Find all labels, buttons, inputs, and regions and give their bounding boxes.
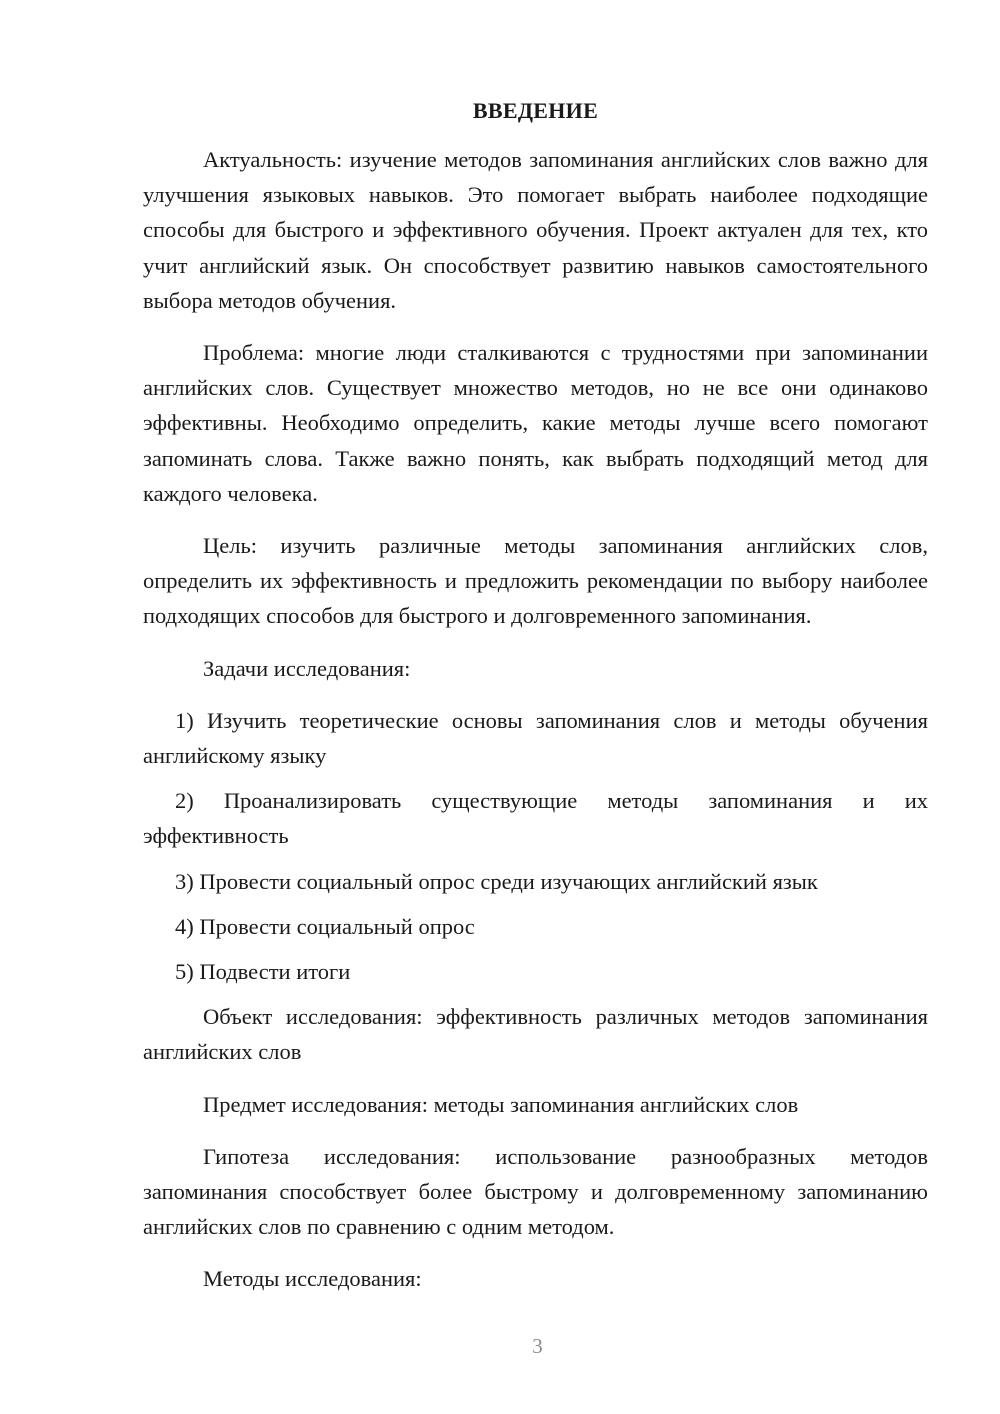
document-page <box>143 96 928 1314</box>
goal-paragraph: Цель: изучить различные методы запоминания английских слов, определить их эффективность и предложить рекомендации по выбору наиболее подходящих способов для быстрого и долговременного запоминания. <box>143 533 928 629</box>
methods-heading: Методы исследования: <box>203 1266 422 1292</box>
task-item-4: 4) Провести социальный опрос <box>175 913 475 939</box>
page-number: 3 <box>532 1334 543 1358</box>
page-title: ВВЕДЕНИЕ <box>472 98 599 123</box>
relevance-paragraph: Актуальность: изучение методов запоминания английских слов важно для улучшения языковых навыков. Это помогает выбрать наиболее подходящие способы для быстрого и эффективного обучения. Проект актуален для тех, кто учит английский язык. Он способствует развитию навыков самостоятельного выбора методов обучения. <box>143 147 928 313</box>
task-item-1: 1) Изучить теоретические основы запоминания слов и методы обучения английскому языку <box>143 707 928 769</box>
subject-paragraph: Предмет исследования: методы запоминания английских слов <box>203 1091 799 1117</box>
task-item-2: 2) Проанализировать существующие методы запоминания и их эффективность <box>143 788 928 849</box>
problem-paragraph: Проблема: многие люди сталкиваются с трудностями при запоминании английских слов. Существует множество методов, но не все они одинаково эффективны. Необходимо определить, какие методы лучше всего помогают запоминать слова. Также важно понять, как выбрать подходящий метод для каждого человека. <box>143 340 928 506</box>
task-item-3: 3) Провести социальный опрос среди изучающих английский язык <box>175 868 818 894</box>
hypothesis-paragraph: Гипотеза исследования: использование разнообразных методов запоминания способствует более быстрому и долговременному запоминанию английских слов по сравнению с одним методом. <box>143 1143 928 1240</box>
task-item-5: 5) Подвести итоги <box>175 959 351 985</box>
tasks-heading: Задачи исследования: <box>203 655 411 681</box>
object-paragraph: Объект исследования: эффективность различных методов запоминания английских слов <box>143 1004 928 1065</box>
